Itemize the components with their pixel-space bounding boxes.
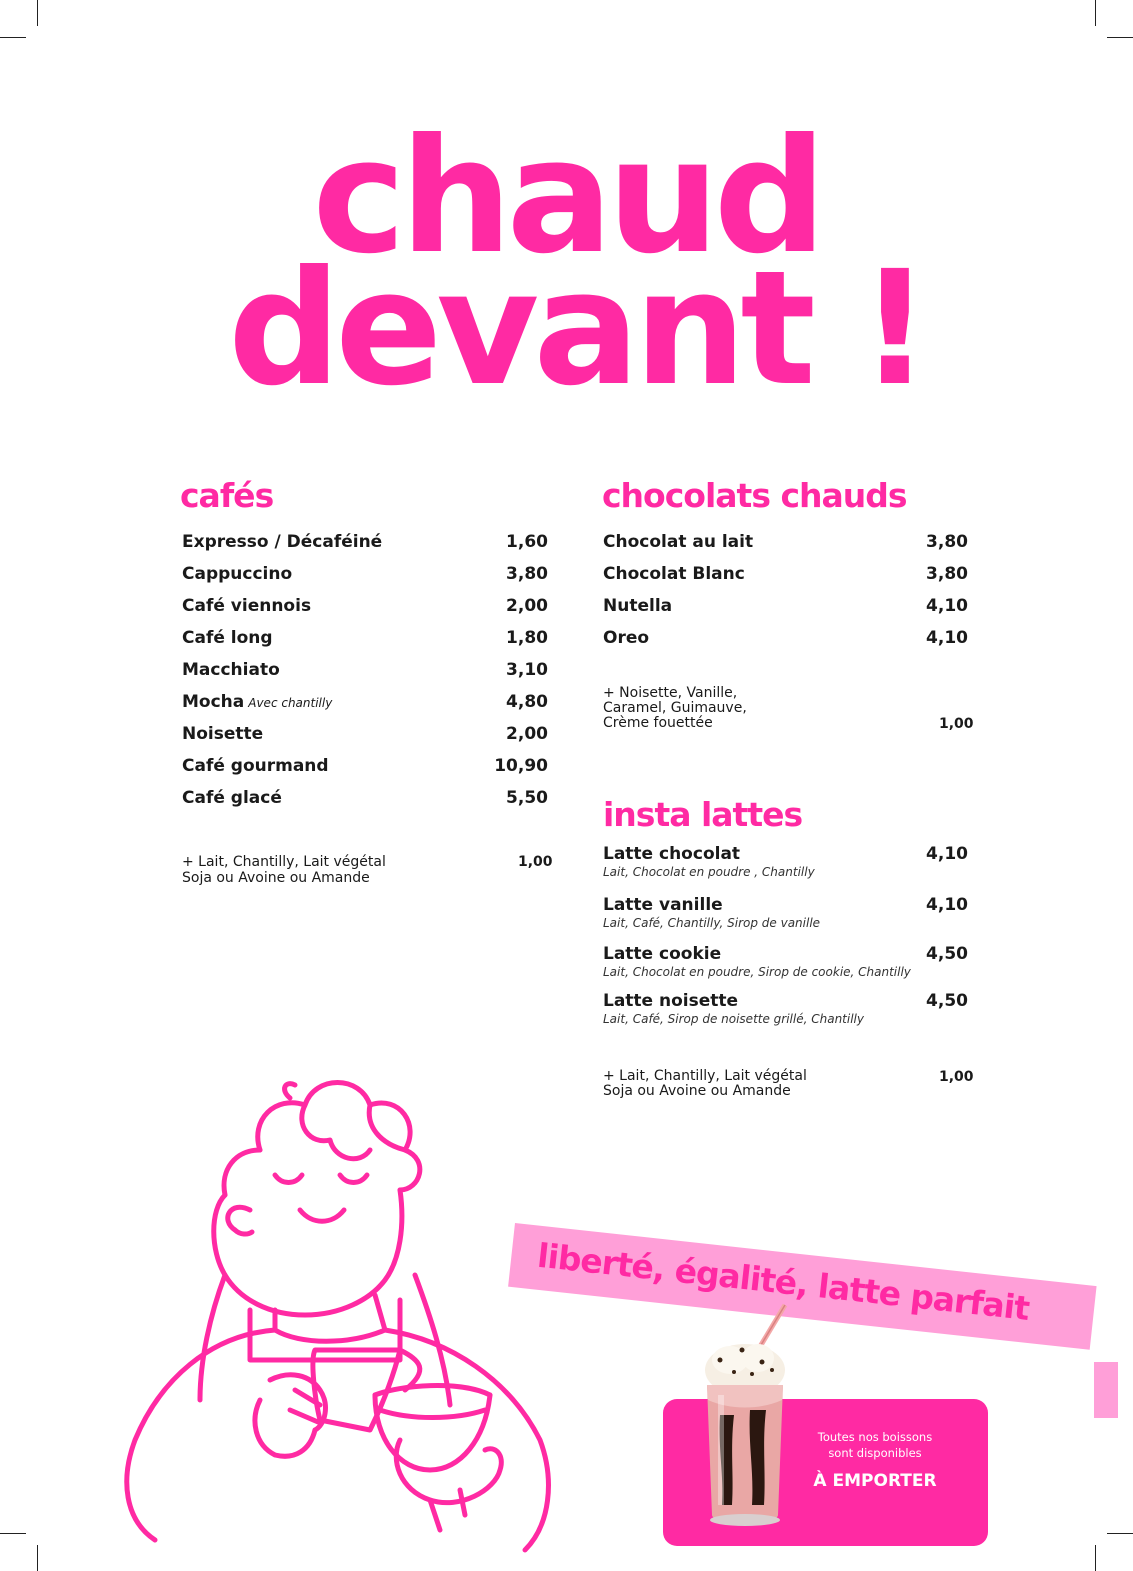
item-name: Café long [182, 628, 273, 648]
list-item [603, 844, 968, 895]
takeaway-line: sont disponibles [828, 1446, 922, 1460]
list-item [603, 532, 968, 564]
item-name: Latte vanille [603, 895, 723, 915]
list-item [603, 628, 968, 660]
lattes-extras [603, 1069, 807, 1099]
item-price: 3,10 [506, 660, 548, 680]
item-name: Latte chocolat [603, 844, 741, 864]
page-title-line-2: devant ! [228, 237, 925, 421]
extras-line: Soja ou Avoine ou Amande [182, 870, 370, 886]
extras-line: Soja ou Avoine ou Amande [603, 1083, 791, 1099]
item-name: Expresso / Décaféiné [182, 532, 383, 552]
milkshake-image [690, 1300, 800, 1535]
item-name: Café viennois [182, 596, 312, 616]
item-name: Cappuccino [182, 564, 293, 584]
crop-mark [1107, 37, 1133, 38]
list-item [182, 532, 548, 564]
list-item [182, 660, 548, 692]
item-name: Latte cookie [603, 944, 722, 964]
list-item [182, 788, 548, 820]
item-price: 4,50 [926, 944, 968, 964]
takeaway-title: À EMPORTER [813, 1471, 937, 1491]
lattes-list [603, 844, 968, 1039]
item-description: Lait, Chocolat en poudre , Chantilly [603, 865, 815, 879]
list-item [603, 895, 968, 944]
item-price: 4,80 [506, 692, 548, 712]
item-price: 10,90 [494, 756, 548, 776]
list-item [182, 628, 548, 660]
section-title-chocolats: chocolats chauds [602, 476, 907, 515]
item-note: Avec chantilly [248, 696, 333, 710]
item-name-text: Mocha [182, 692, 245, 712]
slogan-text: liberté, égalité, latte parfait [535, 1235, 1031, 1328]
extras-line: Caramel, Guimauve, [603, 700, 747, 716]
crop-mark [37, 1545, 38, 1571]
list-item [182, 596, 548, 628]
list-item [182, 724, 548, 756]
item-name: Latte noisette [603, 991, 739, 1011]
lattes-extras-price: 1,00 [939, 1069, 974, 1085]
list-item [603, 944, 968, 991]
list-item [603, 564, 968, 596]
chocolats-extras [603, 686, 747, 731]
cafes-extras [182, 854, 386, 886]
page-title-line-1: chaud [312, 105, 821, 289]
item-name: Chocolat Blanc [603, 564, 745, 584]
section-title-lattes: insta lattes [603, 795, 803, 834]
item-description: Lait, Café, Chantilly, Sirop de vanille [603, 916, 821, 930]
cafes-extras-price: 1,00 [518, 854, 553, 870]
item-price: 3,80 [506, 564, 548, 584]
extras-line: + Lait, Chantilly, Lait végétal [603, 1068, 807, 1084]
item-price: 4,10 [926, 628, 968, 648]
cafes-list [182, 532, 548, 820]
list-item [182, 756, 548, 788]
side-tab-decoration [1094, 1362, 1118, 1418]
extras-line: + Noisette, Vanille, [603, 685, 738, 701]
item-name: Chocolat au lait [603, 532, 754, 552]
item-name: Noisette [182, 724, 264, 744]
extras-line: + Lait, Chantilly, Lait végétal [182, 854, 386, 870]
extras-line: Crème fouettée [603, 715, 713, 731]
item-price: 3,80 [926, 532, 968, 552]
crop-mark [0, 37, 26, 38]
item-name: Nutella [603, 596, 673, 616]
list-item [603, 991, 968, 1039]
section-title-cafes: cafés [180, 476, 274, 515]
item-price: 3,80 [926, 564, 968, 584]
item-price: 2,00 [506, 724, 548, 744]
item-description: Lait, Chocolat en poudre, Sirop de cookie, Chantilly [603, 965, 911, 979]
slogan-banner [508, 1223, 1096, 1350]
item-name: Oreo [603, 628, 650, 648]
crop-mark [1107, 1533, 1133, 1534]
item-description: Lait, Café, Sirop de noisette grillé, Chantilly [603, 1012, 864, 1026]
item-name: Café glacé [182, 788, 282, 808]
item-name: Café gourmand [182, 756, 329, 776]
item-price: 5,50 [506, 788, 548, 808]
takeaway-text [810, 1429, 940, 1461]
crop-mark [1095, 0, 1096, 26]
item-name [182, 692, 332, 712]
list-item [603, 596, 968, 628]
list-item [182, 692, 548, 724]
crop-mark [0, 1533, 26, 1534]
crop-mark [37, 0, 38, 26]
barista-illustration [100, 1060, 570, 1560]
chocolats-list [603, 532, 968, 660]
item-price: 1,60 [506, 532, 548, 552]
item-price: 4,10 [926, 596, 968, 616]
list-item [182, 564, 548, 596]
takeaway-line: Toutes nos boissons [817, 1430, 933, 1444]
item-price: 1,80 [506, 628, 548, 648]
item-price: 4,50 [926, 991, 968, 1011]
crop-mark [1095, 1545, 1096, 1571]
item-price: 4,10 [926, 895, 968, 915]
chocolats-extras-price: 1,00 [939, 716, 974, 732]
item-name: Macchiato [182, 660, 280, 680]
item-price: 2,00 [506, 596, 548, 616]
item-price: 4,10 [926, 844, 968, 864]
